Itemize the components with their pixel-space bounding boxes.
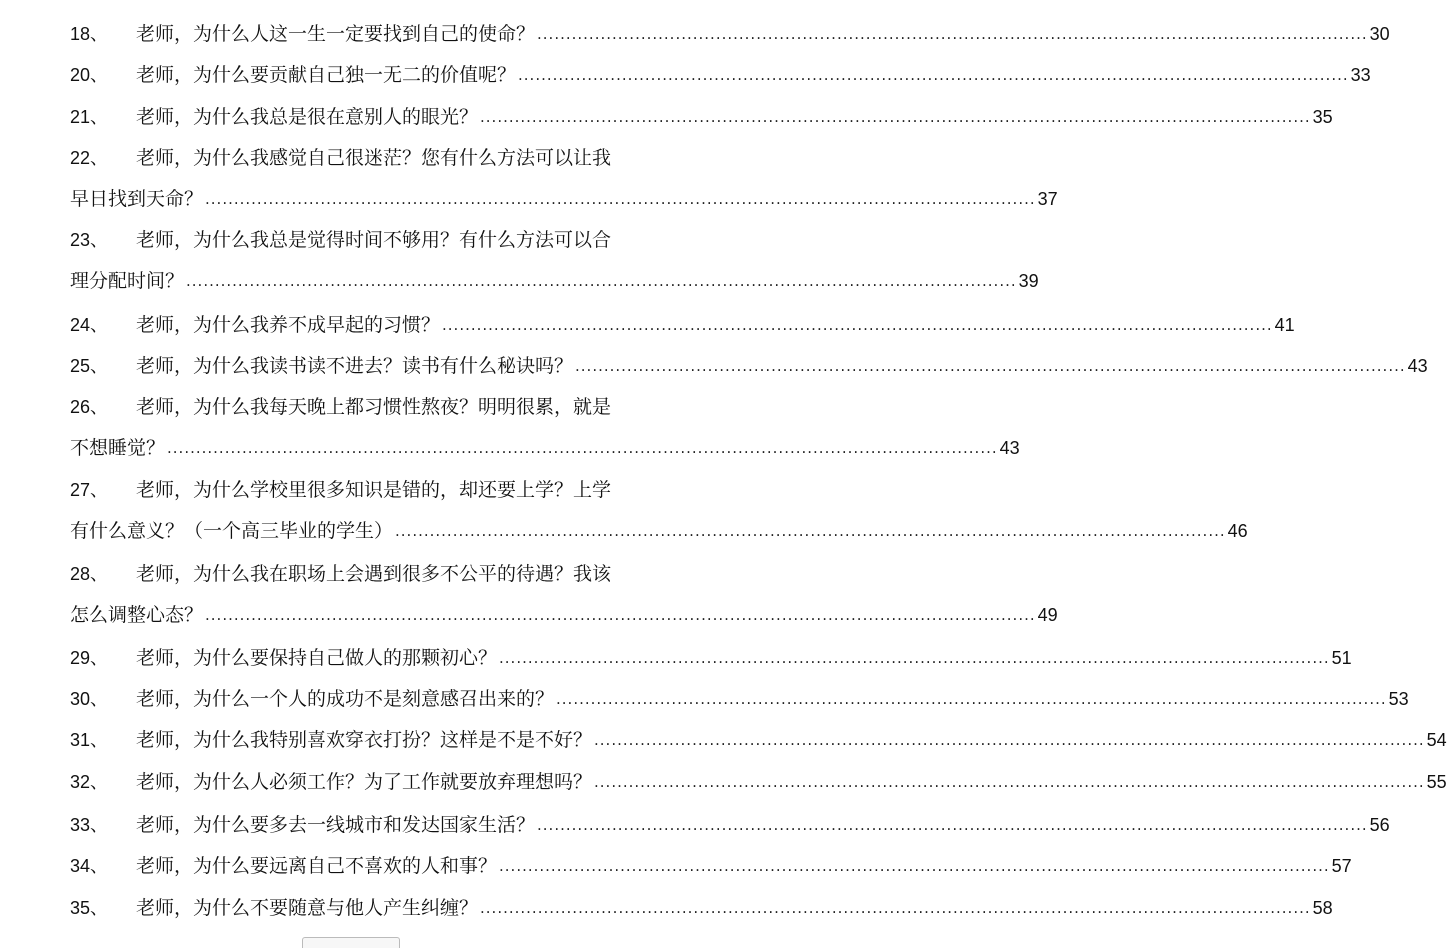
entry-number: 21、	[70, 107, 109, 127]
dot-leader: ................................................................................................................................................	[480, 899, 1311, 917]
toc-entry[interactable]	[70, 229, 1039, 292]
entry-number: 23、	[70, 230, 109, 250]
page-number: 58	[1312, 898, 1333, 918]
toc-entry[interactable]	[70, 396, 1020, 459]
dot-leader: ................................................................................................................................................	[594, 731, 1425, 749]
entry-title: 老师，为什么我养不成早起的习惯？	[136, 314, 441, 336]
entry-title: 老师，为什么我特别喜欢穿衣打扮？这样是不是不好？	[136, 729, 593, 751]
entry-title: 老师，为什么要保持自己做人的那颗初心？	[136, 647, 498, 669]
dot-leader: ................................................................................................................................................	[556, 690, 1387, 708]
page-number: 46	[1227, 521, 1248, 541]
toc-entry[interactable]	[70, 688, 1409, 710]
dot-leader: ................................................................................................................................................	[575, 357, 1406, 375]
entry-title-continued: 不想睡觉？	[70, 437, 166, 459]
entry-title: 老师，为什么我读书读不进去？读书有什么秘诀吗？	[136, 355, 574, 377]
toc-entry[interactable]	[70, 647, 1352, 669]
toc-entry[interactable]	[70, 814, 1390, 836]
page-number: 53	[1388, 689, 1409, 709]
entry-number: 32、	[70, 772, 109, 792]
entry-number: 34、	[70, 856, 109, 876]
toc-entry[interactable]	[70, 355, 1428, 377]
dot-leader: ................................................................................................................................................	[395, 522, 1226, 540]
dot-leader: ................................................................................................................................................	[205, 606, 1036, 624]
entry-number: 29、	[70, 648, 109, 668]
entry-title: 老师，为什么我总是觉得时间不够用？有什么方法可以合	[136, 229, 612, 251]
entry-title: 老师，为什么要远离自己不喜欢的人和事？	[136, 855, 498, 877]
dot-leader: ................................................................................................................................................	[537, 25, 1368, 43]
page-number: 43	[999, 438, 1020, 458]
entry-title: 老师，为什么我在职场上会遇到很多不公平的待遇？我该	[136, 563, 612, 585]
entry-title: 老师，为什么不要随意与他人产生纠缠？	[136, 897, 479, 919]
entry-number: 26、	[70, 397, 109, 417]
entry-number: 18、	[70, 24, 109, 44]
entry-number: 33、	[70, 815, 109, 835]
page-number: 30	[1369, 24, 1390, 44]
dot-leader: ................................................................................................................................................	[537, 816, 1368, 834]
entry-number: 24、	[70, 315, 109, 335]
toc-entry[interactable]	[70, 479, 1248, 542]
dot-leader: ................................................................................................................................................	[186, 272, 1017, 290]
page-number: 35	[1312, 107, 1333, 127]
dot-leader: ................................................................................................................................................	[205, 190, 1036, 208]
page-number: 54	[1426, 730, 1447, 750]
entry-title: 老师，为什么要多去一线城市和发达国家生活？	[136, 814, 536, 836]
entry-title: 老师，为什么人必须工作？为了工作就要放弃理想吗？	[136, 771, 593, 793]
page-number: 51	[1331, 648, 1352, 668]
entry-title-continued: 早日找到天命？	[70, 188, 204, 210]
entry-title-continued: 理分配时间？	[70, 270, 185, 292]
entry-number: 31、	[70, 730, 109, 750]
toc-entry[interactable]	[70, 855, 1352, 877]
entry-number: 22、	[70, 148, 109, 168]
toc-entry[interactable]	[70, 897, 1333, 919]
entry-title-continued: 有什么意义？（一个高三毕业的学生）	[70, 520, 394, 542]
entry-number: 27、	[70, 480, 109, 500]
entry-title: 老师，为什么我每天晚上都习惯性熬夜？明明很累，就是	[136, 396, 612, 418]
dot-leader: ................................................................................................................................................	[442, 316, 1273, 334]
toc-entry[interactable]	[70, 771, 1447, 793]
page-number: 57	[1331, 856, 1352, 876]
entry-title: 老师，为什么一个人的成功不是刻意感召出来的？	[136, 688, 555, 710]
toc-entry[interactable]	[70, 563, 1058, 626]
entry-number: 20、	[70, 65, 109, 85]
entry-title: 老师，为什么我总是很在意别人的眼光？	[136, 106, 479, 128]
page-number: 49	[1037, 605, 1058, 625]
page-number: 37	[1037, 189, 1058, 209]
dot-leader: ................................................................................................................................................	[167, 439, 998, 457]
entry-number: 35、	[70, 898, 109, 918]
entry-number: 28、	[70, 564, 109, 584]
dot-leader: ................................................................................................................................................	[499, 857, 1330, 875]
page-number: 55	[1426, 772, 1447, 792]
page-number: 33	[1350, 65, 1371, 85]
page-footer-tab	[302, 937, 400, 948]
toc-entry[interactable]	[70, 729, 1447, 751]
toc-entry[interactable]	[70, 64, 1371, 86]
page-number: 56	[1369, 815, 1390, 835]
page-number: 39	[1018, 271, 1039, 291]
dot-leader: ................................................................................................................................................	[518, 66, 1349, 84]
entry-title: 老师，为什么学校里很多知识是错的，却还要上学？上学	[136, 479, 612, 501]
toc-entry[interactable]	[70, 106, 1333, 128]
page-number: 43	[1407, 356, 1428, 376]
toc-entry[interactable]	[70, 147, 1058, 210]
entry-number: 25、	[70, 356, 109, 376]
entry-title: 老师，为什么我感觉自己很迷茫？您有什么方法可以让我	[136, 147, 612, 169]
entry-number: 30、	[70, 689, 109, 709]
dot-leader: ................................................................................................................................................	[594, 773, 1425, 791]
dot-leader: ................................................................................................................................................	[480, 108, 1311, 126]
dot-leader: ................................................................................................................................................	[499, 649, 1330, 667]
toc-entry[interactable]	[70, 314, 1295, 336]
toc-entry[interactable]	[70, 23, 1390, 45]
page-number: 41	[1274, 315, 1295, 335]
entry-title-continued: 怎么调整心态？	[70, 604, 204, 626]
entry-title: 老师，为什么要贡献自己独一无二的价值呢？	[136, 64, 517, 86]
entry-title: 老师，为什么人这一生一定要找到自己的使命？	[136, 23, 536, 45]
